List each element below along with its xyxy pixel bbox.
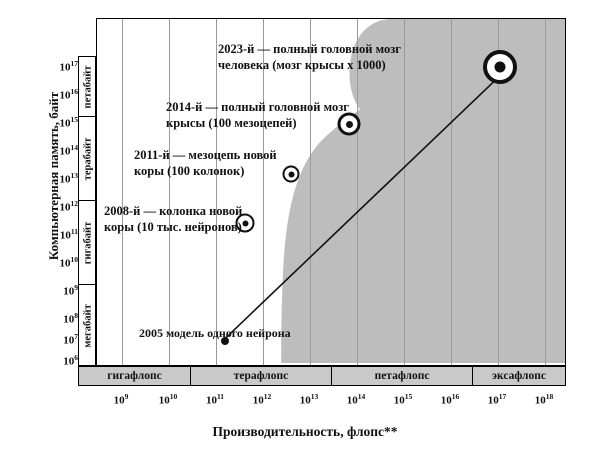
x-tick: $10^{10}$ [158,392,178,407]
y-tick-exponent: 8 [74,311,78,320]
y-tick: $10^7$ [63,332,78,347]
x-tick: $10^{13}$ [299,392,319,407]
x-tick-exponent: 16 [451,392,460,401]
data-point-2023[interactable] [483,50,517,84]
annotation-line: коры (100 колонок) [134,163,245,178]
y-tick: $10^{16}$ [59,87,78,102]
y-band-megabyte [79,285,97,367]
y-tick: $10^{10}$ [59,255,78,270]
annotation-2014 [166,100,416,131]
x-tick-exponent: 9 [124,392,129,401]
x-band-teraflops: терафлопс [191,367,332,385]
y-band-label: петабайт [82,65,94,108]
annotation-line: 2023-й — полный головной мозг [218,42,401,56]
y-axis-ticks [0,0,78,450]
y-band-gigabyte [79,201,97,285]
y-band-terabyte [79,117,97,201]
x-tick-exponent: 10 [169,392,178,401]
y-axis-title: Компьютерная память, байт [46,91,61,261]
y-tick-exponent: 6 [74,353,78,362]
x-tick: $10^{16}$ [440,392,460,407]
y-tick: $10^{17}$ [59,59,78,74]
data-point-core [495,62,506,73]
annotation-line: человека (мозг крысы х 1000) [218,57,386,72]
x-band-petaflops: петафлопс [332,367,473,385]
x-tick: $10^{18}$ [534,392,554,407]
y-tick: $10^8$ [63,311,78,326]
x-tick-exponent: 15 [404,392,413,401]
y-tick: $10^{11}$ [59,227,78,242]
x-tick: $10^{14}$ [346,392,366,407]
x-tick: $10^{12}$ [252,392,272,407]
x-tick: $10^{15}$ [393,392,413,407]
y-tick-exponent: 13 [70,171,78,180]
y-tick: $10^{14}$ [59,143,78,158]
y-tick-exponent: 15 [70,115,78,124]
y-tick-exponent: 7 [74,332,78,341]
x-tick-exponent: 18 [545,392,554,401]
annotation-2008 [104,204,319,235]
y-tick-exponent: 10 [70,255,78,264]
x-tick-exponent: 11 [216,392,225,401]
x-band-exaflops: эксафлопс [492,370,546,382]
y-tick-exponent: 9 [74,283,78,292]
annotation-line: коры (10 тыс. нейронов) [104,219,242,234]
annotation-2023 [218,42,468,73]
annotation-line: 2008-й — колонка новой [104,204,243,218]
y-tick-exponent: 14 [70,143,78,152]
y-tick: $10^{15}$ [59,115,78,130]
y-band-label: терабайт [82,137,94,180]
y-tick: $10^9$ [63,283,78,298]
x-axis-ticks [0,392,600,412]
y-tick-exponent: 12 [70,199,78,208]
annotation-2011 [134,148,364,179]
x-axis-title: Производительность, флопс** [212,424,398,439]
x-tick-exponent: 12 [263,392,272,401]
x-tick: $10^{17}$ [487,392,507,407]
annotation-line: 2011-й — мезоцепь новой [134,148,277,162]
x-tick-exponent: 17 [498,392,507,401]
x-tick-exponent: 13 [310,392,319,401]
y-tick: $10^6$ [63,353,78,368]
annotation-line: 2005 модель одного нейрона [139,326,291,340]
annotation-2005 [139,326,389,342]
y-band-label: мегабайт [82,304,94,348]
x-tick: $10^9$ [113,392,129,407]
y-axis-band-group [78,56,96,366]
x-tick: $10^{11}$ [205,392,225,407]
annotation-line: 2014-й — полный головной мозг [166,100,349,114]
annotation-line: крысы (100 мезоцепей) [166,115,297,130]
y-tick-exponent: 11 [70,227,78,236]
y-tick: $10^{13}$ [59,171,78,186]
y-tick-exponent: 17 [70,59,78,68]
y-tick: $10^{12}$ [59,199,78,214]
y-band-label: гигабайт [82,221,94,264]
x-axis-band-group [78,366,566,386]
x-band-gigaflops: гигафлопс [79,367,191,385]
x-tick-exponent: 14 [357,392,366,401]
y-tick-exponent: 16 [70,87,78,96]
y-band-petabyte [79,57,97,117]
